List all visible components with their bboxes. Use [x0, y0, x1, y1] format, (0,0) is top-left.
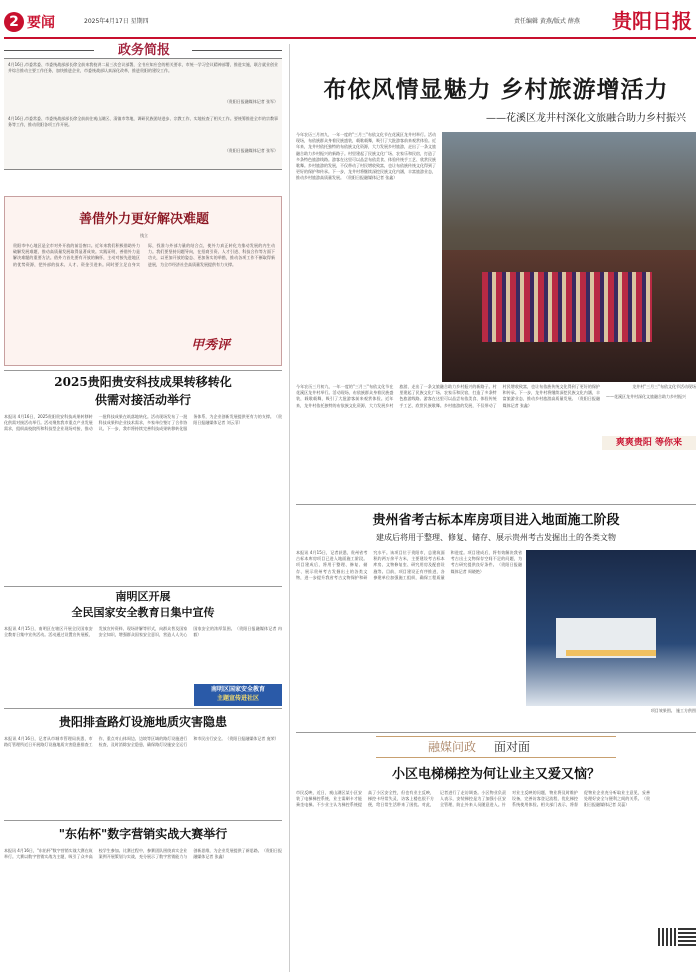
divider: [4, 820, 282, 821]
feature-story: [296, 44, 696, 499]
story-body: 本报讯 4月16日，记者从市城市管理局获悉，市路灯管理所近日开展路灯设施地质灾害隐患排查工作，重点对山体周边、边坡等区域的路灯设施进行检查，及时消除安全隐患，确保路灯设施安全运行和市民出行安全。（贵阳日报融媒体记者 庞荣）: [4, 736, 279, 748]
banner-line-2: 主题宣传进社区: [216, 695, 259, 702]
header-rule: [4, 37, 696, 39]
headline-line-2: 全民国家安全教育日集中宣传: [71, 606, 215, 619]
qr-code-2: [678, 928, 696, 946]
headline-line-1: 2025贵阳贵安科技成果转移转化: [54, 375, 232, 389]
government-brief: [4, 44, 282, 172]
photo-dancers: [482, 272, 652, 342]
column-label-1: 融媒问政: [428, 740, 477, 754]
divider: [296, 504, 696, 505]
headline-line-2: 供需对接活动举行: [94, 393, 191, 407]
divider: [4, 708, 282, 709]
headline: 小区电梯梯控为何让业主又爱又恼？: [391, 767, 600, 782]
commentary-author: 钱立: [140, 233, 148, 238]
story-tech-transfer: [4, 372, 282, 496]
commentary-seal: 甲秀评: [191, 338, 231, 353]
tourism-logo: 爽爽贵阳 等你来: [602, 436, 696, 450]
brief-title-bar-right: [192, 50, 282, 51]
feature-body-col-1: 今年农历三月初九，一年一度的"三月三"布依文化节在花溪区龙井村举行。活动现场，布依族群众身着民族盛装，载歌载舞，吸引了大批游客前来观赏体验。近年来，龙井村依托独特的布依族文化资源，大力发展乡村旅游，走出了一条文旅融合助力乡村振兴的新路子。村里建起了民族文化广场、农家乐和民宿，打造了多条特色旅游线路。游客在这里可以品尝布依美食、体验传统手工艺、欣赏民族歌舞。乡村旅游的发展，不仅带动了村民增收致富，也让布依族传统文化得到了更好的保护和传承。下一步，龙井村将继续深挖民族文化内涵，丰富旅游业态，推动乡村旅游高质量发展。（贵阳日报融媒体记者 张鑫）: [296, 132, 436, 181]
column-separator: [289, 44, 290, 972]
story-body: 本报讯 4月15日，记者获悉，贵州省考古标本库房项目已进入地面施工阶段。项目建成后，将用于整理、修复、储存、展示贵州考古发掘出土的各类文物，进一步提升我省考古文物保护和研究水平。该项目位于贵阳市，总建筑面积约两万余平方米，主要建设考古标本库房、文物修复室、研究用房及配套设施等。目前，项目建设正有序推进，各参建单位加强施工组织，确保工程质量和进度。项目建成后，将有效解决我省考古出土文物保存空间不足的问题，为考古研究提供良好条件。（贵阳日报融媒体记者 周晓艳）: [296, 550, 522, 580]
feature-subtitle: ——花溪区龙井村深化文旅融合助力乡村振兴: [486, 113, 686, 124]
brief-title-bar-left: [4, 50, 94, 51]
brief-source-2: （贵阳日报融媒体记者 张军）: [224, 148, 278, 153]
column-banner: [376, 736, 616, 758]
column-label-2: 面对面: [494, 740, 531, 754]
banner-line-1: 南明区国家安全教育: [210, 686, 265, 693]
divider: [296, 732, 696, 733]
feature-body-col-2: 今年农历三月初九，一年一度的"三月三"布依文化节在花溪区龙井村举行。活动现场，布依族群众身着民族盛装，载歌载舞，吸引了大批游客前来观赏体验。近年来，龙井村依托独特的布依族文化资源，大力发展乡村旅游，走出了一条文旅融合助力乡村振兴的新路子。村里建起了民族文化广场、农家乐和民宿，打造了多条特色旅游线路。游客在这里可以品尝布依美食、体验传统手工艺、欣赏民族歌舞。乡村旅游的发展，不仅带动了村民增收致富，也让布依族传统文化得到了更好的保护和传承。下一步，龙井村将继续深挖民族文化内涵，丰富旅游业态，推动乡村旅游高质量发展。（贵阳日报融媒体记者 张鑫）: [296, 384, 600, 408]
brief-title: 政务简报: [117, 43, 170, 58]
feature-photo: [442, 132, 696, 382]
commentary-title: 善借外力更好解决难题: [78, 212, 209, 227]
brief-source-1: （贵阳日报融媒体记者 张军）: [224, 99, 278, 104]
issue-date: 2025年4月17日 星期四: [84, 18, 149, 25]
headline: "东佑杯"数字营销实战大赛举行: [58, 827, 228, 841]
commentary-box: [4, 196, 282, 366]
building-rendering: [526, 550, 696, 706]
page-header: [0, 0, 700, 42]
story-body: 市民反映，近日，观山湖区某小区安装了电梯梯控系统，业主需刷卡才能乘坐电梯。不少业主认为梯控系统提高了小区安全性，但也有业主反映，梯控卡经常失灵，访客上楼也很不方便，给日常生活带来了困扰。对此，记者进行了走访调查。小区物业负责人表示，安装梯控是为了加强小区安全管理，防止外来人员随意进入。针对业主反映的问题，物业将及时维护设备，完善访客登记流程，优化梯控系统使用体验。相关部门表示，将督促物业企业充分听取业主意见，妥善处理好安全与便利之间的关系。（贵阳日报融媒体记者 吴蕊）: [296, 790, 650, 808]
page-number: 2: [9, 14, 19, 30]
qr-code-1: [658, 928, 676, 946]
feature-headline: 布依风情显魅力 乡村旅游增活力: [323, 76, 669, 103]
story-body: 本报讯 4月16日，2025贵阳贵安科技成果转移转化供需对接活动举行。活动聚焦我市重点产业发展需求，组织高校院所和科技型企业现场对接，推动一批科技成果在筑落地转化。活动现场发布了一批科技成果和企业技术需求，多家单位签订了合作协议。下一步，我市将持续完善科技成果转移转化服务体系，为企业创新发展提供更有力的支撑。（贵阳日报融媒体记者 刘云菲）: [4, 414, 282, 432]
feature-body-col-3: ——花溪区龙井村深化文旅融合助力乡村振兴: [606, 394, 686, 399]
rendering-caption: 项目效果图。 施工方供图: [650, 708, 696, 713]
feature-caption: 龙井村"三月三"布依文化节活动现场: [632, 384, 696, 389]
story-archaeology-storage: [296, 506, 696, 728]
editor-credits: 责任编辑 黄燕/版式 薛燕: [514, 18, 580, 25]
story-body: 本报讯 4月16日，"东佑杯"数字营销实战大赛在筑举行。大赛以数字营销实战为主题，吸引了众多高校学生参加。比赛过程中，参赛团队围绕真实企业案例开展策划与实战，充分展示了数字营销能力与创新思维，为企业发展提供了新思路。（贵阳日报融媒体记者 张鑫）: [4, 848, 282, 860]
security-banner: [194, 684, 282, 706]
divider: [4, 370, 282, 371]
brief-item-1: 4月16日,市委常委、市委统战部部长徐全前来我校讲二届三次会议部署，全书应知应会的相关要求，市统一学习会议精神部署，推进实施，联合就业创业并综合推动主要工作任务，加快推进企业，市委统战部认真深化改革，推进贵阳的建设工作。: [8, 62, 278, 74]
subheadline: 建成后将用于整理、修复、储存、展示贵州考古发掘出土的各类文物: [376, 533, 616, 542]
commentary-body: 贵阳市中心地区是全市对外开放的前沿窗口。近年来我们积极借助外力破解发展难题，推动高质量发展取得显著成效。实践证明，善借外力是解决难题的重要方法。借外力首先要有开放的胸怀，主动对接先进地区的优势资源，把外部的技术、人才、资金引进来。同时要立足自身实际，找准与外部力量的结合点，使外力真正转化为推动发展的内生动力。我们要坚持问题导向，在招商引资、人才引进、科技合作等方面下功夫，以更加开放的姿态、更加务实的举措，推动各项工作不断取得新进展，为全市经济社会高质量发展提供有力支撑。: [13, 243, 275, 267]
brief-item-2: 4月16日,市委常委、市委统战部部长徐全前前往观山湖区、清镇市等地，调研民族团结进步、宗教工作，实地检查了相关工作。要统筹推进全市的宗教事务等工作，推动贵阳各项工作开展。: [8, 116, 278, 128]
headline: 贵州省考古标本库房项目进入地面施工阶段: [372, 513, 620, 528]
divider: [4, 586, 282, 587]
story-marketing-contest: [4, 824, 282, 974]
building-glow: [566, 650, 656, 656]
story-streetlight-inspection: [4, 712, 282, 802]
story-body: 本报讯 4月15日，南明区在辖区开展全民国家安全教育日集中宣传活动。活动通过设置宣传展板、发放宣传资料、现场讲解等形式，向群众普及国家安全知识，增强群众国家安全意识，营造人人关心国家安全的浓厚氛围。（贵阳日报融媒体记者 冉毅）: [4, 626, 282, 638]
story-national-security: [4, 588, 282, 702]
story-elevator-access: [296, 762, 696, 972]
headline: 贵阳排查路灯设施地质灾害隐患: [58, 715, 227, 729]
section-name: 要闻: [27, 15, 55, 31]
newspaper-logo: 贵阳日报: [612, 9, 692, 33]
headline-line-1: 南明区开展: [115, 590, 171, 603]
